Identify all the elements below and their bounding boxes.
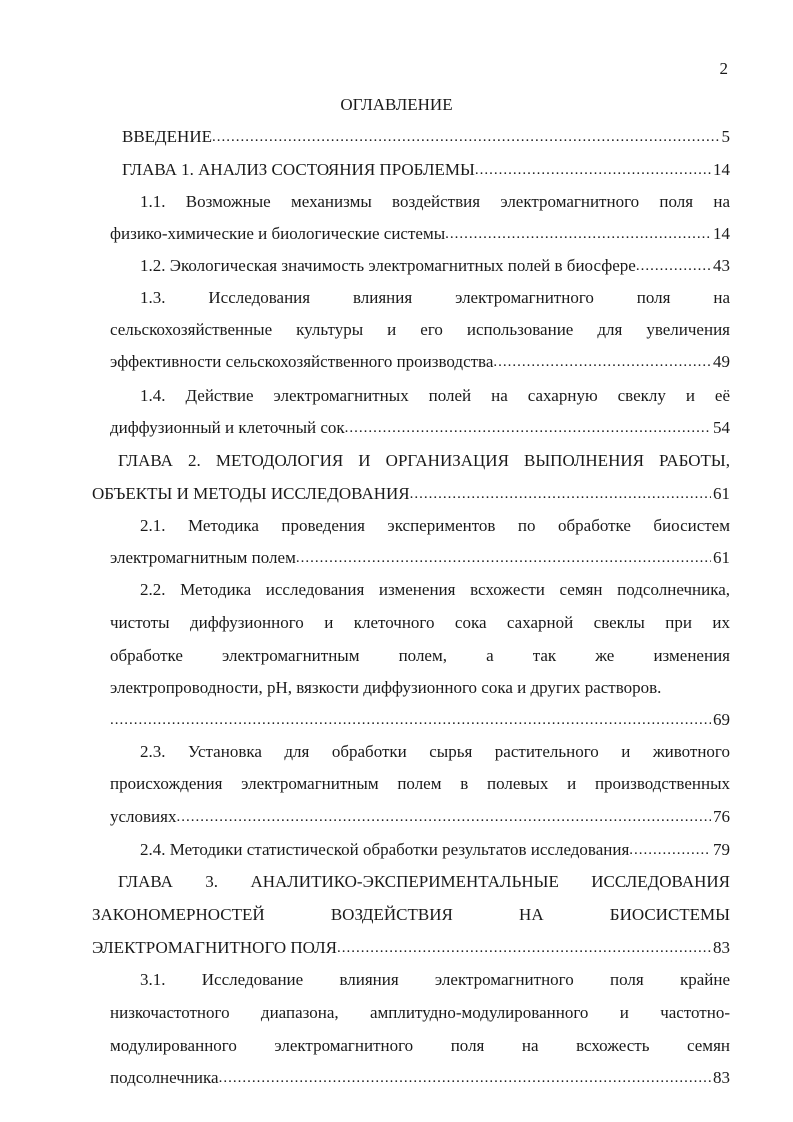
- toc-page-number: 49: [713, 352, 730, 371]
- toc-entry-text: ГЛАВА 1. АНАЛИЗ СОСТОЯНИЯ ПРОБЛЕМЫ: [122, 160, 475, 179]
- toc-entry-3-1-line-3: модулированного электромагнитного поля на всхожесть семян: [110, 1036, 730, 1055]
- dot-leader: [475, 158, 711, 182]
- toc-page-number: 61: [713, 484, 730, 503]
- toc-page-number: 14: [713, 160, 730, 179]
- toc-entry-1-1: [110, 222, 730, 246]
- toc-entry-text: электромагнитным полем: [110, 548, 296, 567]
- toc-entry-text: ОБЪЕКТЫ И МЕТОДЫ ИССЛЕДОВАНИЯ: [92, 484, 410, 503]
- toc-entry-1-3-line-1: 1.3. Исследования влияния электромагнитного поля на: [140, 288, 730, 307]
- toc-entry-intro: [122, 125, 730, 149]
- toc-entry-text: подсолнечника: [110, 1068, 219, 1087]
- dot-leader: [445, 222, 711, 246]
- toc-entry-2-2: [110, 708, 730, 732]
- toc-entry-2-1: [110, 546, 730, 570]
- toc-entry-chapter-2: [92, 482, 730, 506]
- page-number: 2: [719, 59, 728, 78]
- toc-entry-1-3: [110, 350, 730, 374]
- dot-leader: [212, 125, 720, 149]
- toc-entry-chapter-2-line-1: ГЛАВА 2. МЕТОДОЛОГИЯ И ОРГАНИЗАЦИЯ ВЫПОЛНЕНИЯ РАБОТЫ,: [118, 451, 730, 470]
- dot-leader: [345, 416, 711, 440]
- toc-entry-text: 1.2. Экологическая значимость электромагнитных полей в биосфере: [140, 256, 636, 275]
- toc-page-number: 69: [713, 710, 730, 729]
- toc-page-number: 5: [721, 127, 730, 146]
- toc-entry-chapter-3: [92, 936, 730, 960]
- toc-page-number: 83: [713, 1068, 730, 1087]
- toc-entry-1-3-line-2: сельскохозяйственные культуры и его использование для увеличения: [110, 320, 730, 339]
- dot-leader: [636, 254, 711, 278]
- toc-entry-2-2-line-2: чистоты диффузионного и клеточного сока сахарной свеклы при их: [110, 613, 730, 632]
- toc-page-number: 79: [713, 840, 730, 859]
- toc-page-number: 14: [713, 224, 730, 243]
- toc-entry-chapter-3-line-2: ЗАКОНОМЕРНОСТЕЙ ВОЗДЕЙСТВИЯ НА БИОСИСТЕМЫ: [92, 905, 730, 924]
- toc-entry-3-1-line-2: низкочастотного диапазона, амплитудно-модулированного и частотно-: [110, 1003, 730, 1022]
- toc-entry-2-3: [110, 805, 730, 829]
- toc-page-number: 76: [713, 807, 730, 826]
- toc-entry-1-4: [110, 416, 730, 440]
- toc-page-number: 54: [713, 418, 730, 437]
- toc-entry-text: условиях: [110, 807, 177, 826]
- toc-entry-2-2-line-3: обработке электромагнитным полем, а так же изменения: [110, 646, 730, 665]
- toc-entry-2-2-line-1: 2.2. Методика исследования изменения всхожести семян подсолнечника,: [140, 580, 730, 599]
- toc-entry-text: ВВЕДЕНИЕ: [122, 127, 212, 146]
- dot-leader: [493, 350, 711, 374]
- dot-leader: [219, 1066, 711, 1090]
- dot-leader: [337, 936, 711, 960]
- toc-entry-2-4: [140, 838, 730, 862]
- toc-entry-chapter-1: [122, 158, 730, 182]
- toc-entry-chapter-3-line-1: ГЛАВА 3. АНАЛИТИКО-ЭКСПЕРИМЕНТАЛЬНЫЕ ИССЛЕДОВАНИЯ: [118, 872, 730, 891]
- toc-entry-2-3-line-1: 2.3. Установка для обработки сырья растительного и животного: [140, 742, 730, 761]
- dot-leader: [296, 546, 711, 570]
- toc-entry-2-1-line-1: 2.1. Методика проведения экспериментов по обработке биосистем: [140, 516, 730, 535]
- toc-entry-text: ЭЛЕКТРОМАГНИТНОГО ПОЛЯ: [92, 938, 337, 957]
- toc-entry-1-1-line-1: 1.1. Возможные механизмы воздействия электромагнитного поля на: [140, 192, 730, 211]
- toc-entry-3-1-line-1: 3.1. Исследование влияния электромагнитного поля крайне: [140, 970, 730, 989]
- toc-entry-1-4-line-1: 1.4. Действие электромагнитных полей на сахарную свеклу и её: [140, 386, 730, 405]
- toc-entry-3-1: [110, 1066, 730, 1090]
- toc-entry-2-2-line-4: электропроводности, pH, вязкости диффузионного сока и других растворов.: [110, 678, 662, 697]
- dot-leader: [176, 805, 711, 829]
- toc-entry-2-3-line-2: происхождения электромагнитным полем в полевых и производственных: [110, 774, 730, 793]
- toc-page-number: 61: [713, 548, 730, 567]
- dot-leader: [110, 708, 711, 732]
- dot-leader: [629, 838, 711, 862]
- toc-entry-text: 2.4. Методики статистической обработки результатов исследования: [140, 840, 630, 859]
- toc-entry-1-2: [140, 254, 730, 278]
- toc-title: ОГЛАВЛЕНИЕ: [340, 95, 453, 114]
- toc-entry-text: диффузионный и клеточный сок: [110, 418, 345, 437]
- toc-entry-text: физико-химические и биологические системы: [110, 224, 446, 243]
- dot-leader: [410, 482, 711, 506]
- toc-page-number: 83: [713, 938, 730, 957]
- toc-page-number: 43: [713, 256, 730, 275]
- toc-entry-text: эффективности сельскохозяйственного производства: [110, 352, 494, 371]
